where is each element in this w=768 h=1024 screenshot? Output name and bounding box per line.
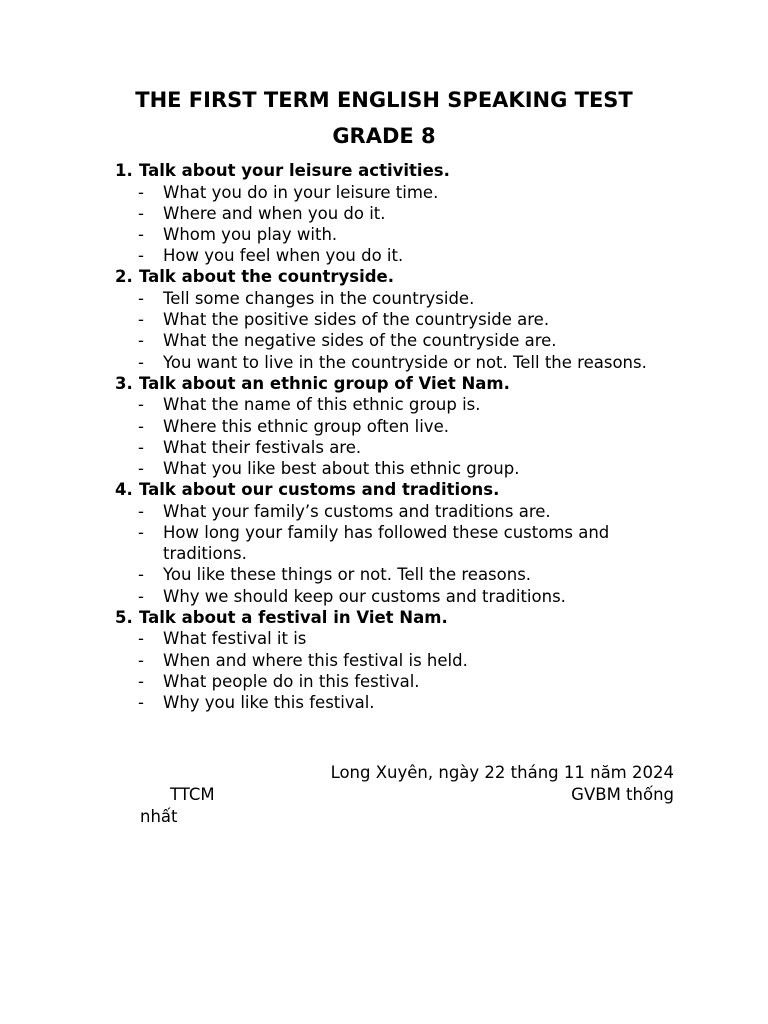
prompt-item [115,394,675,415]
prompt-item [115,245,675,266]
prompt-text: Where this ethnic group often live. [163,416,449,436]
dash-bullet: - [138,629,144,649]
dash-bullet: - [138,459,144,479]
question-heading [115,266,675,288]
prompt-item [115,650,675,671]
dash-bullet: - [138,289,144,308]
question-heading [115,479,675,501]
question-heading [115,160,675,182]
question-section [115,373,675,479]
prompt-item [115,309,675,330]
prompt-item [115,203,675,224]
prompt-text: You like these things or not. Tell the reasons. [163,565,532,585]
prompt-text: What you do in your leisure time. [163,182,439,202]
dash-bullet: - [138,331,144,351]
question-section [115,607,675,713]
question-section [115,160,675,266]
signer-ttcm: TTCM [170,785,215,804]
dash-bullet: - [138,246,144,266]
question-number: 2. [115,267,133,287]
dash-bullet: - [138,310,144,330]
question-heading [115,607,675,629]
prompt-text: What festival it is [163,629,307,649]
prompt-text: When and where this festival is held. [163,650,468,670]
question-list [115,160,675,713]
prompt-item [115,182,675,203]
question-heading-text: Talk about an ethnic group of Viet Nam. [139,373,510,393]
prompt-item [115,564,675,585]
prompt-item [115,224,675,245]
dash-bullet: - [138,416,144,436]
prompt-text: How long your family has followed these customs and traditions. [163,523,610,564]
question-number: 5. [115,607,133,627]
prompt-item [115,522,675,564]
prompt-item [115,671,675,692]
question-heading-text: Talk about our customs and traditions. [139,480,500,500]
dash-bullet: - [138,586,144,606]
prompt-item [115,416,675,437]
prompt-item [115,288,675,309]
prompt-item [115,330,675,351]
question-heading-text: Talk about the countryside. [139,267,395,287]
dash-bullet: - [138,437,144,457]
signer-gvbm: GVBM thống [571,785,674,804]
prompt-text: Why you like this festival. [163,693,375,713]
question-heading [115,373,675,395]
dash-bullet: - [138,650,144,670]
dash-bullet: - [138,523,144,543]
document-subtitle-grade: GRADE 8 [332,124,436,148]
question-number: 3. [115,373,133,393]
dash-bullet: - [138,565,144,585]
dash-bullet: - [138,352,144,372]
question-section [115,266,675,372]
question-heading-text: Talk about your leisure activities. [139,161,450,180]
prompt-text: How you feel when you do it. [163,246,404,266]
signer-gvbm-continued: nhất [140,807,178,826]
prompt-text: Tell some changes in the countryside. [163,289,475,308]
prompt-text: Where and when you do it. [163,203,386,223]
prompt-text: What their festivals are. [163,437,362,457]
question-number: 4. [115,480,133,500]
dash-bullet: - [138,693,144,713]
prompt-item [115,692,675,713]
prompt-text: What you like best about this ethnic group. [163,459,520,479]
prompt-item [115,586,675,607]
dash-bullet: - [138,225,144,244]
prompt-text: What the positive sides of the countryside are. [163,310,550,330]
prompt-text: What the negative sides of the countryside are. [163,331,557,351]
dash-bullet: - [138,395,144,415]
dash-bullet: - [138,501,144,521]
prompt-text: Why we should keep our customs and traditions. [163,586,566,606]
question-section [115,479,675,607]
dash-bullet: - [138,182,144,202]
question-number: 1. [115,161,133,180]
prompt-text: You want to live in the countryside or not. Tell the reasons. [163,352,647,372]
prompt-text: Whom you play with. [163,225,338,244]
prompt-item [115,628,675,649]
document-title: THE FIRST TERM ENGLISH SPEAKING TEST [135,88,633,112]
question-heading-text: Talk about a festival in Viet Nam. [139,607,448,627]
dash-bullet: - [138,671,144,691]
prompt-text: What the name of this ethnic group is. [163,395,481,415]
prompt-text: What people do in this festival. [163,671,420,691]
dash-bullet: - [138,203,144,223]
place-date: Long Xuyên, ngày 22 tháng 11 năm 2024 [330,763,674,782]
prompt-item [115,501,675,522]
prompt-item [115,458,675,479]
prompt-text: What your family’s customs and traditions are. [163,501,551,521]
prompt-item [115,352,675,373]
prompt-item [115,437,675,458]
